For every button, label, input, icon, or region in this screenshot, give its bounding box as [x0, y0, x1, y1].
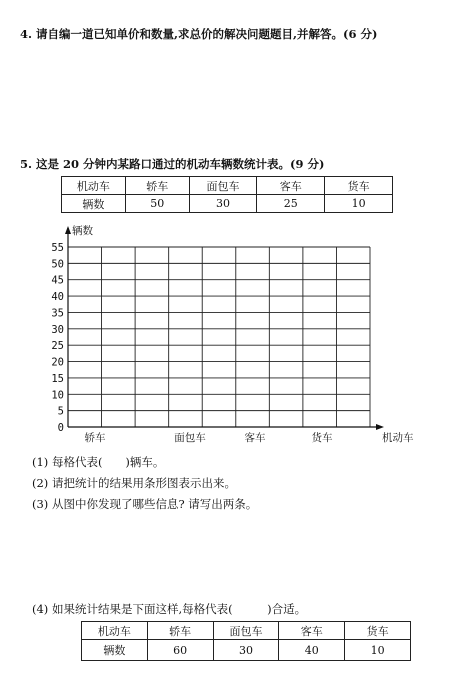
x-axis-arrow — [376, 424, 384, 430]
y-tick-label: 30 — [51, 323, 64, 336]
table-cell: 货车 — [345, 622, 411, 640]
sub-question-3: (3) 从图中你发现了哪些信息? 请写出两条。 — [32, 497, 258, 511]
stat-table-2 — [81, 621, 411, 661]
table-cell: 机动车 — [62, 177, 126, 195]
q4-prompt: 4. 请自编一道已知单价和数量,求总价的解决问题题目,并解答。(6 分) — [20, 27, 378, 41]
table-cell: 辆数 — [82, 640, 148, 661]
x-category-label: 面包车 — [174, 432, 206, 444]
y-axis-arrow — [65, 226, 71, 234]
y-tick-label: 15 — [51, 372, 64, 385]
y-tick-label: 40 — [51, 291, 64, 304]
table-header-row — [82, 622, 411, 640]
y-tick-label: 20 — [51, 356, 64, 369]
table-cell: 客车 — [257, 177, 325, 195]
x-category-label: 货车 — [311, 432, 333, 444]
x-category-label: 轿车 — [84, 432, 106, 444]
table-cell: 轿车 — [125, 177, 189, 195]
bar-chart-grid[interactable] — [0, 220, 472, 445]
table-cell: 10 — [325, 195, 393, 213]
table-cell: 30 — [213, 640, 279, 661]
table-cell: 货车 — [325, 177, 393, 195]
y-tick-label: 50 — [51, 258, 64, 271]
q5-title: 5. 这是 20 分钟内某路口通过的机动车辆数统计表。(9 分) — [20, 157, 325, 171]
table-row — [82, 640, 411, 661]
sub-question-1: (1) 每格代表( )辆车。 — [32, 455, 165, 469]
table-cell: 40 — [279, 640, 345, 661]
x-axis-label: 机动车 — [382, 432, 414, 444]
x-category-label: 客车 — [244, 432, 266, 444]
table-cell: 辆数 — [62, 195, 126, 213]
y-tick-label: 25 — [51, 340, 64, 353]
table-cell: 60 — [147, 640, 213, 661]
y-tick-label: 35 — [51, 307, 64, 320]
table-cell: 50 — [125, 195, 189, 213]
table-row — [62, 195, 393, 213]
table-header-row — [62, 177, 393, 195]
table-cell: 10 — [345, 640, 411, 661]
y-tick-label: 10 — [51, 389, 64, 402]
y-tick-label: 5 — [57, 405, 64, 418]
table-cell: 客车 — [279, 622, 345, 640]
sub-question-4: (4) 如果统计结果是下面这样,每格代表( )合适。 — [32, 602, 307, 616]
stat-table-1 — [61, 176, 393, 213]
y-tick-label: 45 — [51, 274, 64, 287]
table-cell: 轿车 — [147, 622, 213, 640]
y-axis-label: 辆数 — [72, 225, 93, 237]
sub-question-2: (2) 请把统计的结果用条形图表示出来。 — [32, 476, 236, 490]
y-tick-label: 0 — [57, 422, 64, 434]
table-cell: 面包车 — [213, 622, 279, 640]
table-cell: 25 — [257, 195, 325, 213]
table-cell: 30 — [189, 195, 257, 213]
table-cell: 机动车 — [82, 622, 148, 640]
y-tick-label: 55 — [51, 242, 64, 254]
table-cell: 面包车 — [189, 177, 257, 195]
